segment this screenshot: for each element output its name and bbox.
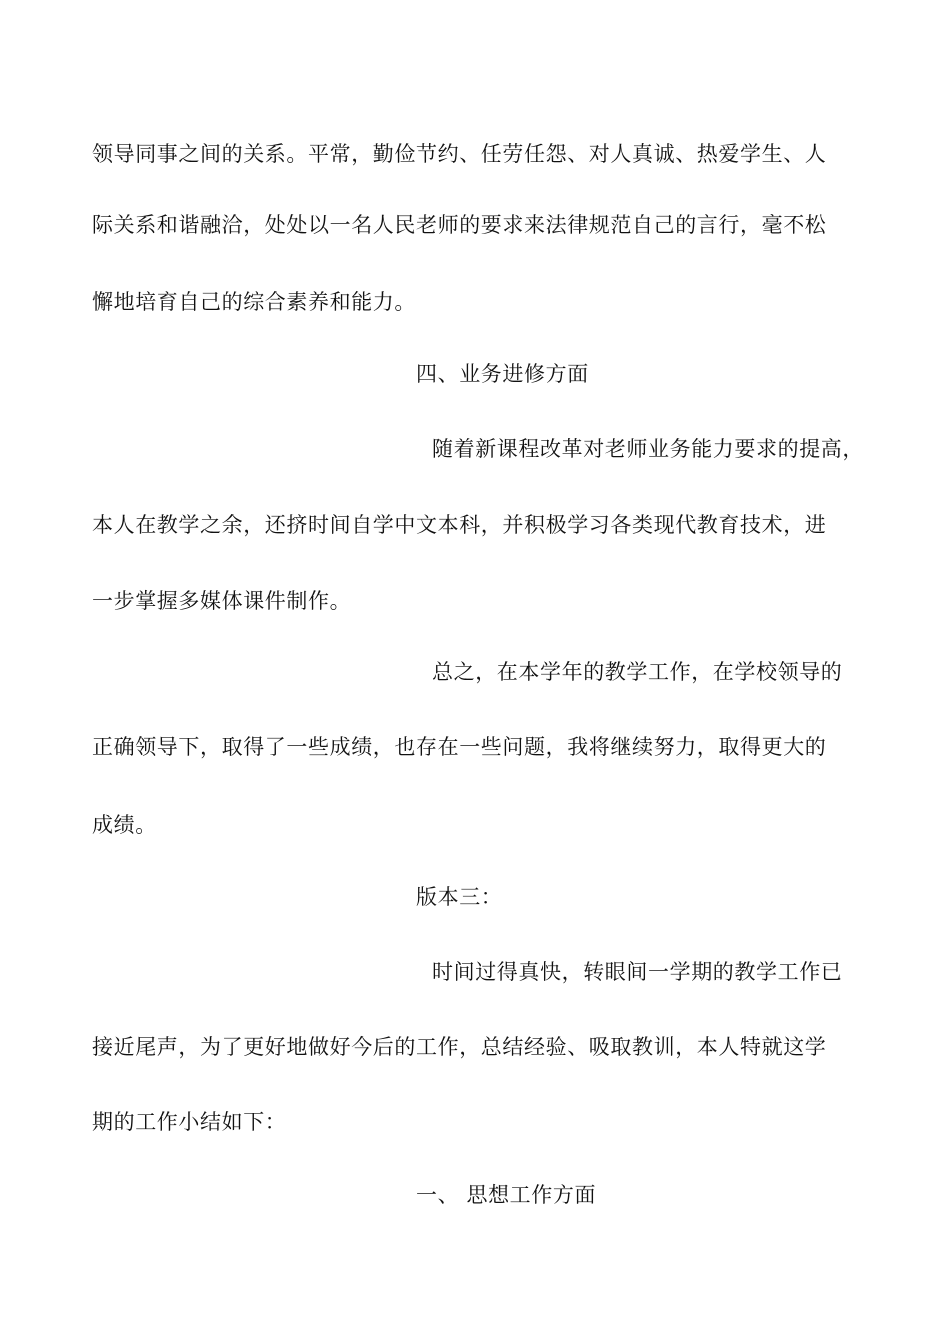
paragraph-line: 时间过得真快，转眼间一学期的教学工作已 bbox=[432, 960, 843, 984]
paragraph-line: 随着新课程改革对老师业务能力要求的提高， bbox=[432, 437, 864, 461]
paragraph-line: 总之，在本学年的教学工作，在学校领导的 bbox=[432, 660, 843, 684]
paragraph-line: 懈地培育自己的综合素养和能力。 bbox=[92, 290, 416, 314]
paragraph-line: 领导同事之间的关系。平常，勤俭节约、任劳任怨、对人真诚、热爱学生、人 bbox=[92, 142, 827, 166]
paragraph-line: 接近尾声，为了更好地做好今后的工作，总结经验、吸取教训，本人特就这学 bbox=[92, 1035, 827, 1059]
paragraph-line: 正确领导下，取得了一些成绩，也存在一些问题，我将继续努力，取得更大的 bbox=[92, 735, 827, 759]
paragraph-line: 期的工作小结如下： bbox=[92, 1110, 287, 1134]
paragraph-line: 一步掌握多媒体课件制作。 bbox=[92, 589, 352, 613]
version-heading: 版本三： bbox=[416, 885, 503, 909]
paragraph-line: 成绩。 bbox=[92, 813, 157, 837]
section-heading: 四、业务进修方面 bbox=[416, 362, 589, 386]
section-heading: 一、 思想工作方面 bbox=[416, 1183, 597, 1207]
paragraph-line: 本人在教学之余，还挤时间自学中文本科，并积极学习各类现代教育技术，进 bbox=[92, 513, 827, 537]
paragraph-line: 际关系和谐融洽，处处以一名人民老师的要求来法律规范自己的言行，毫不松 bbox=[92, 213, 827, 237]
